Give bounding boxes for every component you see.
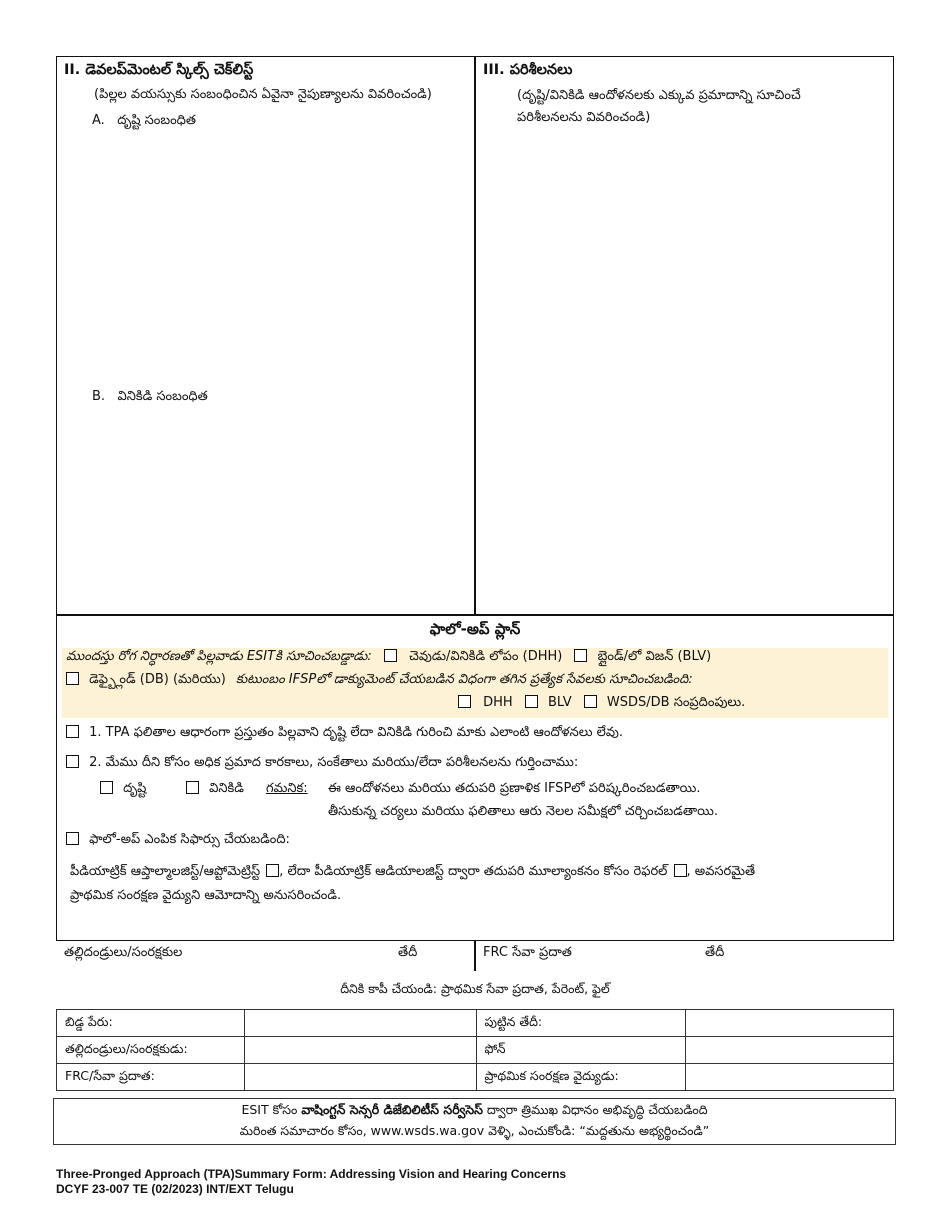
section3-title: III. పరిశీలనలు	[483, 62, 573, 78]
column-divider	[474, 56, 476, 616]
followup-item-2	[66, 755, 578, 773]
followup-item-3	[66, 832, 290, 850]
section2-title: II. డెవలప్‌మెంటల్ స్కిల్స్ చెక్‌లిస్ట్	[64, 62, 254, 78]
section3-answer-area[interactable]	[483, 135, 887, 610]
item2-vision-option	[100, 781, 146, 799]
dob-label: పుట్టిన తేదీ:	[476, 1010, 686, 1037]
frc-field[interactable]	[244, 1064, 476, 1091]
hearing-checkbox[interactable]	[186, 781, 199, 794]
child-name-label: బిడ్డ పేరు:	[57, 1010, 245, 1037]
child-name-field[interactable]	[244, 1010, 476, 1037]
svc-dhh-label: DHH	[483, 695, 513, 710]
item1-label: 1. TPA ఫలితాల ఆధారంగా ప్రస్తుతం పిల్లవాని దృష్టి లేదా వినికిడి గురించి మాకు ఎలాంటి ఆందోళనలు లేవు.	[89, 725, 623, 740]
db-checkbox[interactable]	[66, 672, 79, 685]
svc-wsds-label: WSDS/DB సంప్రదింపులు.	[606, 695, 746, 710]
referral-text-c: , అవసరమైతే	[686, 864, 756, 879]
credit-text-a: ESIT కోసం	[241, 1102, 298, 1117]
note-line-1: ఈ ఆందోళనలు మరియు తదుపరి ప్రణాళిక IFSPలో పరిష్కరించబడతాయి.	[328, 781, 701, 796]
svc-blv-label: BLV	[547, 695, 572, 710]
dhh-checkbox[interactable]	[384, 649, 397, 662]
parent-field[interactable]	[244, 1037, 476, 1064]
footer-form-title: Three-Pronged Approach (TPA)Summary Form: Addressing Vision and Hearing Concerns	[56, 1167, 567, 1181]
followup-title: ఫాలో-అప్ ప్లాన్	[429, 620, 521, 638]
credit-text-c: ద్వారా త్రిముఖ విధానం అభివృద్ధి చేయబడింది	[486, 1102, 708, 1117]
vision-label: దృష్టి	[123, 781, 147, 796]
ifsp-referral-text: కుటుంబం IFSPలో డాక్యుమెంట్ చేయబడిన విధంగా తగిన ప్రత్యేక సేవలకు సూచించబడింది:	[235, 672, 693, 687]
item3-checkbox[interactable]	[66, 832, 79, 845]
footer-form-number: DCYF 23-007 TE (02/2023) INT/EXT Telugu	[56, 1182, 294, 1196]
item2-label: 2. మేము దీని కోసం అధిక ప్రమాద కారకాలు, సంకేతాలు మరియు/లేదా పరిశీలనలను గుర్తించాము:	[89, 755, 579, 770]
item3-label: ఫాలో-అప్ ఎంపిక సిఫార్సు చేయబడింది:	[89, 832, 290, 847]
frc-signature-label: FRC సేవా ప్రదాత	[483, 945, 572, 960]
credit-line-2: మరింత సమాచారం కోసం, www.wsds.wa.gov వెళ్ళి, ఎంచుకోండి: “మద్దతును అభ్యర్థించండి”	[239, 1123, 710, 1138]
phone-field[interactable]	[686, 1037, 894, 1064]
referral-line-2: ప్రాథమిక సంరక్షణ వైద్యుని ఆమోదాన్ని అనుసరించండి.	[70, 888, 342, 903]
section3-subtitle-line1: (దృష్టి/వినికిడి ఆందోళనలకు ఎక్కువ ప్రమాదాన్ని సూచించే	[517, 88, 801, 103]
table-row	[57, 1037, 894, 1064]
section-divider	[56, 614, 894, 616]
section3-subtitle-line2: పరిశీలనలను వివరించండి)	[517, 110, 651, 125]
early-diagnosis-label: ముందస్తు రోగ నిర్ధారణతో పిల్లవాడు ESITకి సూచించబడ్డాడు:	[66, 649, 372, 664]
note-label: గమనిక:	[266, 781, 308, 796]
section2-vision-answer-area[interactable]	[64, 135, 468, 385]
svc-dhh-checkbox[interactable]	[458, 695, 471, 708]
hearing-label: వినికిడి	[209, 781, 244, 796]
section2-item-vision: A. దృష్టి సంబంధిత	[92, 113, 196, 128]
signature-divider	[474, 941, 476, 971]
item2-checkbox[interactable]	[66, 755, 79, 768]
section2-subtitle: (పిల్లల వయస్సుకు సంబంధించిన ఏవైనా నైపుణ్యాలను వివరించండి)	[94, 87, 432, 102]
early-diagnosis-row	[66, 649, 711, 667]
credit-line-1	[53, 1102, 896, 1121]
blv-checkbox[interactable]	[574, 649, 587, 662]
followup-item-1	[66, 725, 623, 743]
ophthalmologist-checkbox[interactable]	[266, 864, 279, 877]
section2-hearing-answer-area[interactable]	[64, 410, 468, 610]
audiologist-checkbox[interactable]	[674, 864, 687, 877]
referral-line-1	[70, 864, 755, 882]
deafblind-row	[66, 672, 693, 690]
credit-wsds-name: వాషింగ్టన్ సెన్సరీ డిజేబిలిటీస్ సర్వీసెస్	[301, 1102, 483, 1117]
services-row	[458, 695, 745, 713]
parent-signature-date-label: తేదీ	[398, 945, 418, 960]
svc-wsds-checkbox[interactable]	[584, 695, 597, 708]
dob-field[interactable]	[686, 1010, 894, 1037]
pcp-label: ప్రాథమిక సంరక్షణ వైద్యుడు:	[476, 1064, 686, 1091]
item2-hearing-option	[186, 781, 244, 799]
blv-label: బ్లైండ్/లో విజన్ (BLV)	[597, 649, 712, 664]
db-label: డెఫ్బ్లైండ్ (DB) (మరియు)	[89, 672, 226, 687]
note-line-2: తీసుకున్న చర్యలు మరియు ఫలితాలు ఆరు నెలల సమీక్షలో చర్చించబడతాయి.	[328, 804, 718, 819]
info-table	[56, 1009, 894, 1091]
referral-text-b: , లేదా పీడియాట్రిక్ ఆడియాలజిస్ట్ ద్వారా తదుపరి మూల్యాంకనం కోసం రెఫరల్	[279, 864, 668, 879]
svc-blv-checkbox[interactable]	[525, 695, 538, 708]
phone-label: ఫోన్	[476, 1037, 686, 1064]
pcp-field[interactable]	[686, 1064, 894, 1091]
parent-label: తల్లిదండ్రులు/సంరక్షకుడు:	[57, 1037, 245, 1064]
item1-checkbox[interactable]	[66, 725, 79, 738]
section2-item-hearing: B. వినికిడి సంబంధిత	[92, 389, 208, 404]
table-row	[57, 1010, 894, 1037]
vision-checkbox[interactable]	[100, 781, 113, 794]
frc-label: FRC/సేవా ప్రదాత:	[57, 1064, 245, 1091]
table-row	[57, 1064, 894, 1091]
parent-signature-label: తల్లిదండ్రులు/సంరక్షకుల	[64, 945, 183, 960]
frc-signature-date-label: తేదీ	[705, 945, 725, 960]
dhh-label: చెవుడు/వినికిడి లోపం (DHH)	[409, 649, 563, 664]
referral-text-a: పీడియాట్రిక్ ఆప్తాల్మాలజిస్ట్/ఆప్టోమెట్రిస్ట్	[70, 864, 261, 879]
copy-to: దీనికి కాపీ చేయండి: ప్రాథమిక సేవా ప్రదాత, పేరెంట్, ఫైల్	[340, 981, 610, 996]
